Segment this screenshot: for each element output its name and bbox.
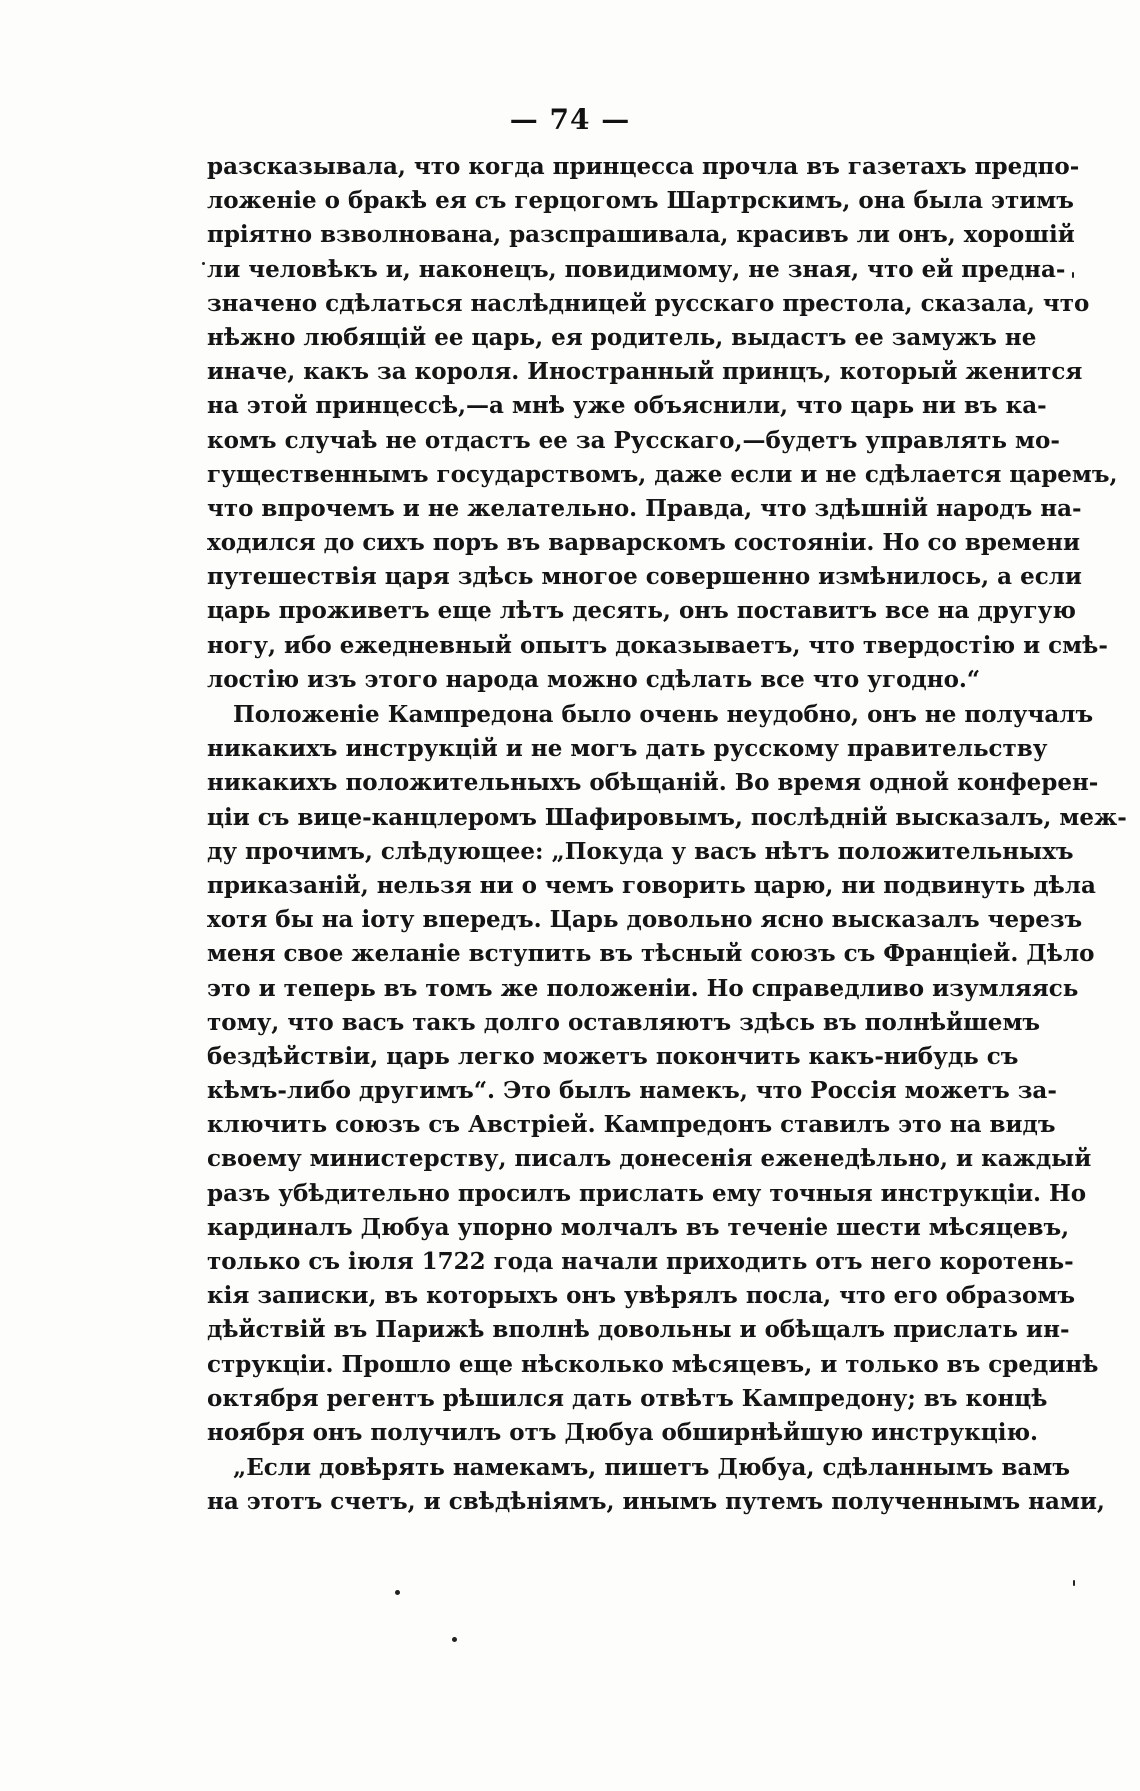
text-line: ходился до сихъ поръ въ варварскомъ состояніи. Но со времени — [207, 529, 1081, 557]
text-line: ли человѣкъ и, наконецъ, повидимому, не зная, что ей предна- — [207, 255, 1066, 283]
text-line: ногу, ибо ежедневный опытъ доказываетъ, что твердостію и смѣ- — [207, 631, 1108, 659]
text-line: иначе, какъ за короля. Иностранный принцъ, который женится — [207, 358, 1083, 386]
text-line: никакихъ инструкцій и не могъ дать русскому правительству — [207, 735, 1048, 763]
text-line: нѣжно любящій ее царь, ея родитель, выдастъ ее замужъ не — [207, 323, 1037, 351]
text-line: дѣйствій въ Парижѣ вполнѣ довольны и обѣщалъ прислать ин- — [207, 1316, 1070, 1344]
paragraph-2 — [207, 698, 1127, 1450]
text-line: тому, что васъ такъ долго оставляютъ здѣсь въ полнѣйшемъ — [207, 1008, 1041, 1036]
text-line: ложеніе о бракѣ ея съ герцогомъ Шартрскимъ, она была этимъ — [207, 187, 1074, 215]
text-line: это и теперь въ томъ же положеніи. Но справедливо изумляясь — [207, 974, 1079, 1002]
text-line: разъ убѣдительно просилъ прислать ему точныя инструкціи. Но — [207, 1179, 1087, 1207]
text-line: никакихъ положительныхъ обѣщаній. Во время одной конферен- — [207, 769, 1099, 797]
text-line: ключить союзъ съ Австріей. Кампредонъ ставилъ это на видъ — [207, 1111, 1056, 1139]
scan-speck — [202, 262, 205, 265]
scan-speck — [395, 1590, 400, 1595]
scan-speck — [1072, 272, 1074, 278]
scan-speck — [452, 1637, 457, 1642]
text-line: кѣмъ-либо другимъ“. Это былъ намекъ, что Россія можетъ за- — [207, 1077, 1057, 1105]
text-line: струкціи. Прошло еще нѣсколько мѣсяцевъ, и только въ срединѣ — [207, 1350, 1099, 1378]
text-line: только съ іюля 1722 года начали приходить отъ него коротень- — [207, 1248, 1074, 1275]
text-line: царь проживетъ еще лѣтъ десять, онъ поставитъ все на другую — [207, 597, 1076, 625]
text-line: на этотъ счетъ, и свѣдѣніямъ, инымъ путемъ полученнымъ нами, — [207, 1488, 1105, 1516]
text-line: лостію изъ этого народа можно сдѣлать все что угодно.“ — [207, 665, 981, 693]
text-line: комъ случаѣ не отдастъ ее за Русскаго,—будетъ управлять мо- — [207, 426, 1060, 454]
text-line: меня свое желаніе вступить въ тѣсный союзъ съ Франціей. Дѣло — [207, 940, 1095, 968]
text-line: ду прочимъ, слѣдующее: „Покуда у васъ нѣтъ положительныхъ — [207, 837, 1074, 865]
scan-speck — [1073, 1580, 1075, 1586]
text-line: „Если довѣрять намекамъ, пишетъ Дюбуа, сдѣланнымъ вамъ — [233, 1454, 1070, 1482]
body-text — [207, 150, 1127, 1520]
page-number: — 74 — — [509, 103, 631, 136]
text-line: значено сдѣлаться наслѣдницей русскаго престола, сказала, что — [207, 289, 1090, 317]
text-line: кардиналъ Дюбуа упорно молчалъ въ теченіе шести мѣсяцевъ, — [207, 1213, 1070, 1241]
paragraph-3 — [207, 1451, 1105, 1519]
text-line: приказаній, нельзя ни о чемъ говорить царю, ни подвинуть дѣла — [207, 871, 1096, 899]
text-line: путешествія царя здѣсь многое совершенно измѣнилось, а если — [207, 563, 1082, 591]
text-line: пріятно взволнована, разспрашивала, красивъ ли онъ, хорошій — [207, 221, 1075, 249]
text-line: бездѣйствіи, царь легко можетъ покончить какъ-нибудь съ — [207, 1042, 1019, 1070]
text-line: кія записки, въ которыхъ онъ увѣрялъ посла, что его образомъ — [207, 1282, 1075, 1310]
text-line: на этой принцессѣ,—а мнѣ уже объяснили, что царь ни въ ка- — [207, 392, 1047, 420]
text-line: гущественнымъ государствомъ, даже если и не сдѣлается царемъ, — [207, 460, 1118, 488]
text-line: хотя бы на іоту впередъ. Царь довольно ясно высказалъ черезъ — [207, 906, 1083, 934]
text-line: ціи съ вице-канцлеромъ Шафировымъ, послѣдній высказалъ, меж- — [207, 803, 1127, 831]
text-line: октября регентъ рѣшился дать отвѣтъ Кампредону; въ концѣ — [207, 1384, 1048, 1412]
text-line: ноября онъ получилъ отъ Дюбуа обширнѣйшую инструкцію. — [207, 1418, 1039, 1446]
text-line: разсказывала, что когда принцесса прочла въ газетахъ предпо- — [207, 153, 1080, 180]
paragraph-1 — [207, 150, 1118, 697]
text-line: что впрочемъ и не желательно. Правда, что здѣшній народъ на- — [207, 494, 1082, 522]
text-line: Положеніе Кампредона было очень неудобно, онъ не получалъ — [233, 701, 1094, 728]
text-line: своему министерству, писалъ донесенія еженедѣльно, и каждый — [207, 1145, 1092, 1173]
